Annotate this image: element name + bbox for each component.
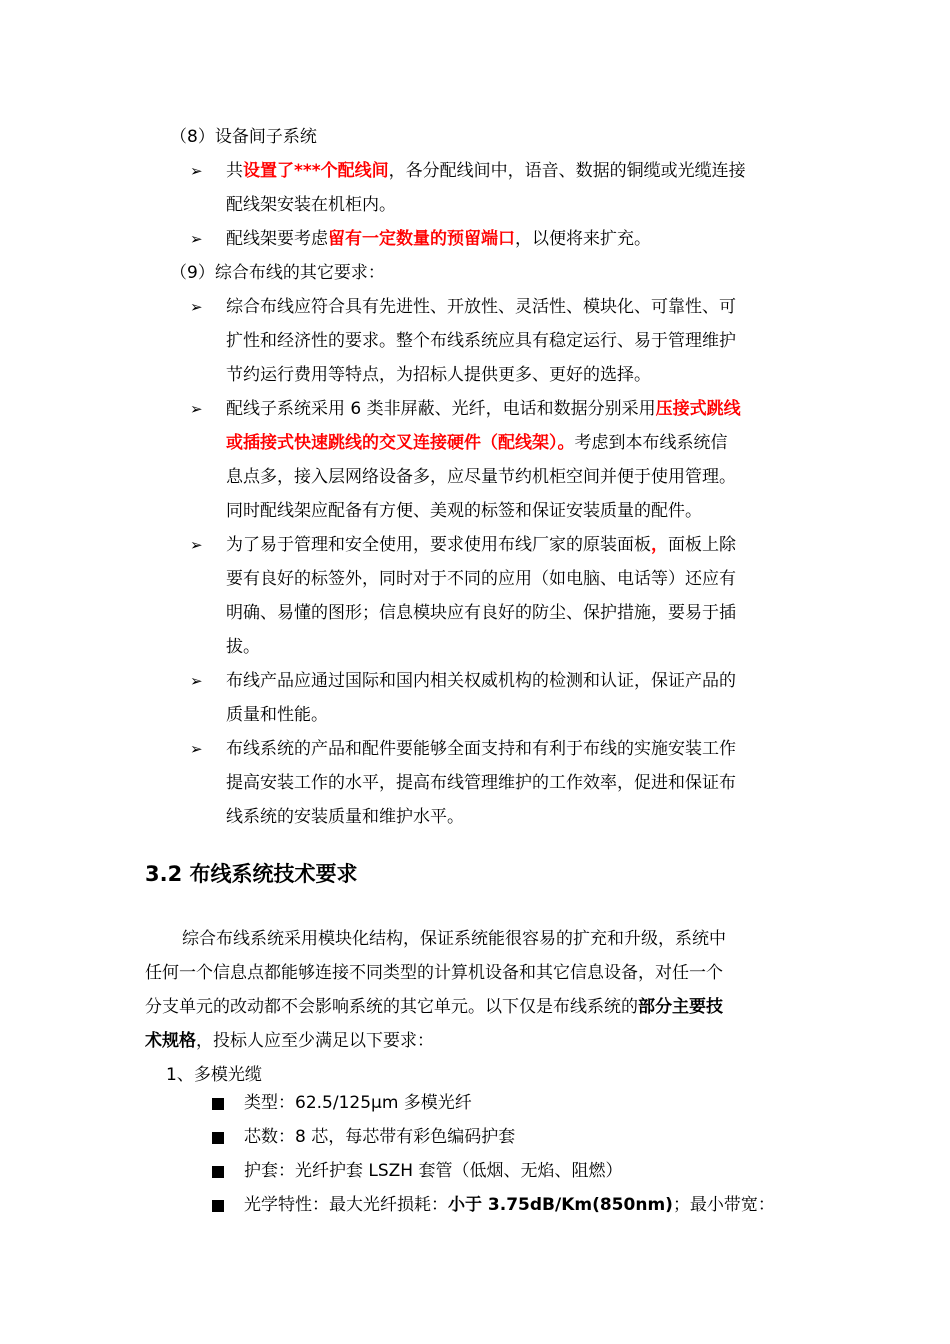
spec-line: 类型：62.5/125μm 多模光纤 <box>244 1093 472 1113</box>
text-span: 共 <box>226 161 243 181</box>
arrow-bullet-icon: ➢ <box>190 536 203 554</box>
bullet-line <box>226 228 651 250</box>
bold-span: 部分主要技 <box>638 997 723 1017</box>
bullet-line: 要有良好的标签外，同时对于不同的应用（如电脑、电话等）还应有 <box>226 569 736 589</box>
bullet-line: 综合布线应符合具有先进性、开放性、灵活性、模块化、可靠性、可 <box>226 297 736 317</box>
text-span: 考虑到本布线系统信 <box>574 433 728 453</box>
bold-span: 术规格 <box>145 1031 196 1051</box>
bullet-line: 提高安装工作的水平，提高布线管理维护的工作效率，促进和保证布 <box>226 773 736 793</box>
paragraph-line <box>145 1030 434 1052</box>
highlight-span: 设置了***个配线间 <box>243 161 389 181</box>
bullet-line: 布线产品应通过国际和国内相关权威机构的检测和认证，保证产品的 <box>226 671 736 691</box>
text-span: ；最小带宽： <box>672 1195 775 1215</box>
highlight-span: 或插接式快速跳线的交叉连接硬件（配线架）。 <box>226 433 575 453</box>
section-title: 3.2 布线系统技术要求 <box>145 862 358 886</box>
text-span: 配线子系统采用 6 类非屏蔽、光纤，电话和数据分别采用 <box>226 399 656 419</box>
highlight-span: 压接式跳线 <box>655 399 741 419</box>
bullet-line <box>226 398 741 420</box>
bullet-line: 明确、易懂的图形；信息模块应有良好的防尘、保护措施，要易于插 <box>226 603 736 623</box>
text-span: 面板上除 <box>668 535 736 555</box>
highlight-span: ， <box>651 535 668 555</box>
arrow-bullet-icon: ➢ <box>190 298 203 316</box>
bullet-line: 扩性和经济性的要求。整个布线系统应具有稳定运行、易于管理维护 <box>226 331 736 351</box>
square-bullet-icon <box>212 1200 224 1212</box>
text-span: 配线架要考虑 <box>226 229 328 249</box>
text-span: 为了易于管理和安全使用，要求使用布线厂家的原装面板 <box>226 535 651 555</box>
section-9-heading: （9）综合布线的其它要求： <box>170 263 385 283</box>
square-bullet-icon <box>212 1166 224 1178</box>
paragraph-line <box>145 996 723 1018</box>
bullet-line: 配线架安装在机柜内。 <box>226 195 396 215</box>
bullet-line: 布线系统的产品和配件要能够全面支持和有利于布线的实施安装工作 <box>226 739 736 759</box>
bullet-line <box>226 534 736 556</box>
text-span: ，投标人应至少满足以下要求： <box>196 1031 434 1051</box>
arrow-bullet-icon: ➢ <box>190 672 203 690</box>
bullet-line: 息点多，接入层网络设备多，应尽量节约机柜空间并便于使用管理。 <box>226 467 736 487</box>
section-8-heading: （8）设备间子系统 <box>170 127 317 147</box>
square-bullet-icon <box>212 1098 224 1110</box>
text-span: 光学特性：最大光纤损耗： <box>244 1195 448 1215</box>
text-span: ，各分配线间中，语音、数据的铜缆或光缆连接 <box>388 161 746 181</box>
bullet-line: 质量和性能。 <box>226 705 328 725</box>
text-span: 分支单元的改动都不会影响系统的其它单元。以下仅是布线系统的 <box>145 997 638 1017</box>
bullet-line: 节约运行费用等特点，为招标人提供更多、更好的选择。 <box>226 365 651 385</box>
bold-span: 小于 3.75dB/Km(850nm) <box>448 1195 673 1215</box>
paragraph-line: 任何一个信息点都能够连接不同类型的计算机设备和其它信息设备，对任一个 <box>145 963 723 983</box>
bullet-line: 拔。 <box>226 637 260 657</box>
bullet-line <box>226 160 746 182</box>
spec-line <box>244 1194 775 1216</box>
paragraph-line: 综合布线系统采用模块化结构，保证系统能很容易的扩充和升级，系统中 <box>182 929 726 949</box>
arrow-bullet-icon: ➢ <box>190 400 203 418</box>
bullet-line <box>226 432 728 454</box>
spec-line: 护套：光纤护套 LSZH 套管（低烟、无焰、阻燃） <box>244 1161 623 1181</box>
bullet-line: 线系统的安装质量和维护水平。 <box>226 807 464 827</box>
arrow-bullet-icon: ➢ <box>190 230 203 248</box>
arrow-bullet-icon: ➢ <box>190 162 203 180</box>
highlight-span: 留有一定数量的预留端口 <box>328 229 515 249</box>
arrow-bullet-icon: ➢ <box>190 740 203 758</box>
spec-line: 芯数：8 芯，每芯带有彩色编码护套 <box>244 1127 516 1147</box>
text-span: ，以便将来扩充。 <box>515 229 651 249</box>
bullet-line: 同时配线架应配备有方便、美观的标签和保证安装质量的配件。 <box>226 501 702 521</box>
square-bullet-icon <box>212 1132 224 1144</box>
list-item-heading: 1、多模光缆 <box>166 1065 262 1085</box>
